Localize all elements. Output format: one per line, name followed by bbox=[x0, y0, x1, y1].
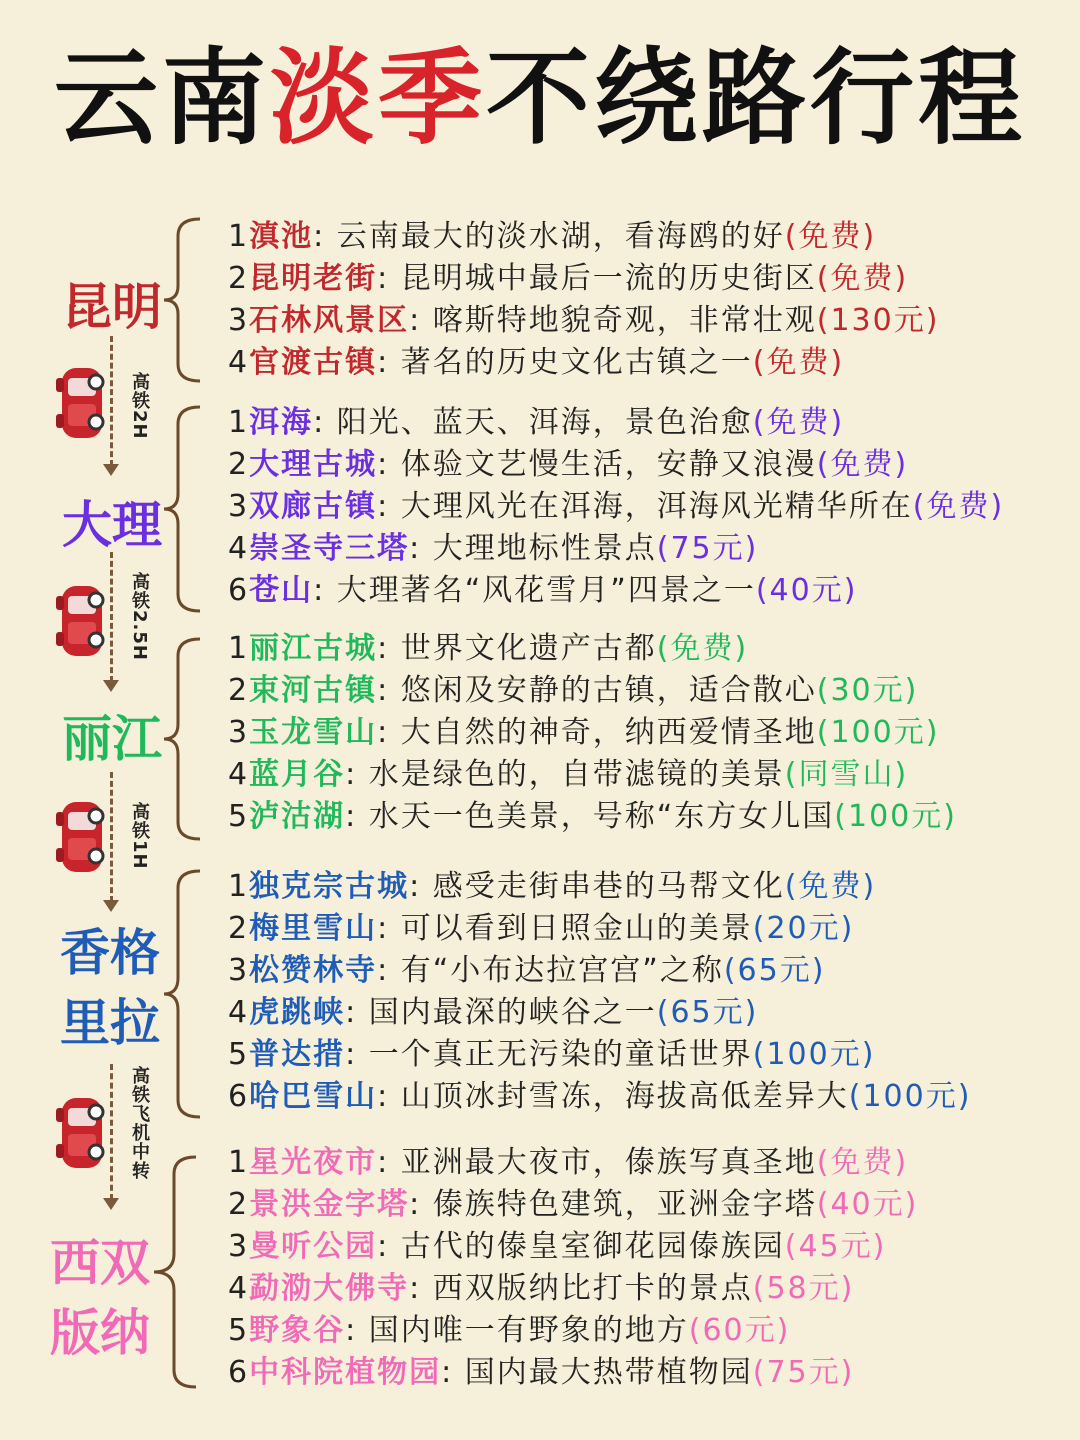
city-label bbox=[40, 1232, 160, 1364]
list-item: 4蓝月谷: 水是绿色的，自带滤镜的美景(同雪山) bbox=[228, 757, 909, 792]
list-item: 2大理古城: 体验文艺慢生活，安静又浪漫(免费) bbox=[228, 447, 909, 482]
list-item: 3曼听公园: 古代的傣皇室御花园傣族园(45元) bbox=[228, 1229, 887, 1264]
city-label: 大理 bbox=[62, 496, 162, 554]
list-item: 2束河古镇: 悠闲及安静的古镇，适合散心(30元) bbox=[228, 673, 919, 708]
list-item: 5普达措: 一个真正无污染的童话世界(100元) bbox=[228, 1037, 876, 1072]
list-item: 4虎跳峡: 国内最深的峡谷之一(65元) bbox=[228, 995, 759, 1030]
list-item: 3双廊古镇: 大理风光在洱海，洱海风光精华所在(免费) bbox=[228, 489, 1005, 524]
transport-label: 高铁1H bbox=[129, 802, 150, 870]
list-item: 6苍山: 大理著名“风花雪月”四景之一(40元) bbox=[228, 573, 858, 608]
brace bbox=[160, 216, 210, 384]
city-label: 丽江 bbox=[62, 710, 162, 768]
car-icon bbox=[52, 798, 108, 876]
list-item: 2梅里雪山: 可以看到日照金山的美景(20元) bbox=[228, 911, 855, 946]
city-label-line-1: 香格 bbox=[60, 924, 160, 982]
item-list bbox=[228, 216, 939, 384]
title-part-2: 淡季 bbox=[269, 37, 486, 159]
transport-label: 高铁2.5H bbox=[129, 572, 150, 661]
list-item: 2昆明老街: 昆明城中最后一流的历史街区(免费) bbox=[228, 261, 909, 296]
list-item: 1洱海: 阳光、蓝天、洱海，景色治愈(免费) bbox=[228, 405, 845, 440]
brace bbox=[160, 636, 210, 842]
list-item: 6中科院植物园: 国内最大热带植物园(75元) bbox=[228, 1355, 855, 1390]
list-item: 4勐泐大佛寺: 西双版纳比打卡的景点(58元) bbox=[228, 1271, 855, 1306]
section-lijiang bbox=[0, 628, 1080, 843]
brace bbox=[160, 404, 210, 614]
item-list bbox=[228, 628, 957, 838]
list-item: 4官渡古镇: 著名的历史文化古镇之一(免费) bbox=[228, 345, 845, 380]
item-list bbox=[228, 1142, 918, 1394]
list-item: 1独克宗古城: 感受走街串巷的马帮文化(免费) bbox=[228, 869, 877, 904]
transport-label: 高铁2H bbox=[129, 372, 150, 440]
title-part-1: 云南 bbox=[53, 37, 270, 159]
list-item: 4崇圣寺三塔: 大理地标性景点(75元) bbox=[228, 531, 759, 566]
list-item: 3石林风景区: 喀斯特地貌奇观，非常壮观(130元) bbox=[228, 303, 940, 338]
city-label-line-2: 里拉 bbox=[60, 994, 160, 1052]
brace bbox=[148, 1154, 198, 1390]
list-item: 5野象谷: 国内唯一有野象的地方(60元) bbox=[228, 1313, 791, 1348]
list-item: 2景洪金字塔: 傣族特色建筑，亚洲金字塔(40元) bbox=[228, 1187, 919, 1222]
page-title bbox=[0, 38, 1080, 158]
section-kunming bbox=[0, 212, 1080, 387]
transport-label: 高铁飞机中转 bbox=[129, 1066, 150, 1180]
list-item: 1星光夜市: 亚洲最大夜市，傣族写真圣地(免费) bbox=[228, 1145, 909, 1180]
list-item: 1丽江古城: 世界文化遗产古都(免费) bbox=[228, 631, 749, 666]
list-item: 1滇池: 云南最大的淡水湖，看海鸥的好(免费) bbox=[228, 219, 877, 254]
item-list bbox=[228, 402, 1004, 612]
city-label-line-2: 版纳 bbox=[50, 1304, 150, 1362]
list-item: 5泸沽湖: 水天一色美景，号称“东方女儿国(100元) bbox=[228, 799, 957, 834]
section-dali bbox=[0, 400, 1080, 615]
title-part-3: 不绕路行程 bbox=[486, 37, 1027, 159]
item-list bbox=[228, 866, 971, 1118]
list-item: 3松赞林寺: 有“小布达拉宫宫”之称(65元) bbox=[228, 953, 826, 988]
city-label bbox=[50, 922, 170, 1054]
city-label-line-1: 西双 bbox=[50, 1234, 150, 1292]
list-item: 3玉龙雪山: 大自然的神奇，纳西爱情圣地(100元) bbox=[228, 715, 940, 750]
section-xishuangbanna bbox=[0, 1142, 1080, 1402]
section-shangri-la bbox=[0, 866, 1080, 1126]
city-label: 昆明 bbox=[62, 278, 162, 336]
brace bbox=[160, 868, 210, 1120]
list-item: 6哈巴雪山: 山顶冰封雪冻，海拔高低差异大(100元) bbox=[228, 1079, 972, 1114]
